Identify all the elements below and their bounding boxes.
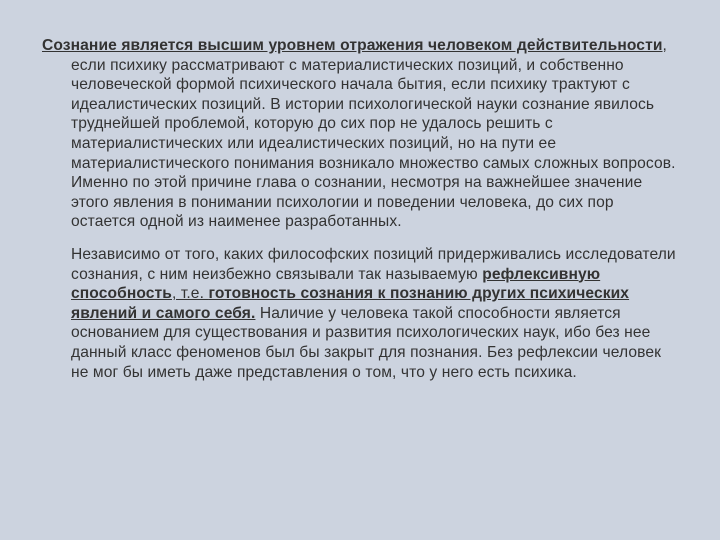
- term-reflexive-ability: рефлексивную способность: [71, 265, 601, 303]
- paragraph-consciousness-definition: [42, 36, 682, 232]
- paragraph1-text: , если психику рассматривают с материалистических позиций, и собственно человеческой формой психического начала бытия, если психику трактуют с идеалистических позиций. В истории психологической науки сознание явилось труднейшей проблемой, которую до сих пор не удалось решить с материалистических или идеалистических позиций, но на пути ее материалистического понимания возникало множество самых сложных вопросов. Именно по этой причине глава о сознании, несмотря на важнейшее значение этого явления в понимании психологии и поведении человека, до сих пор остается одной из наименее разработанных.: [71, 37, 676, 231]
- term-readiness-of-consciousness: готовность сознания к познанию других психических явлений и самого себя.: [71, 285, 630, 322]
- paragraph2-ie: , т.е.: [171, 285, 209, 303]
- paragraph-reflexive-ability: [42, 245, 682, 382]
- paragraph2-text: Наличие у человека такой способности является основанием для существования и развития психологических наук, ибо без нее данный класс феноменов был бы закрыт для познания. Без рефлексии человек не мог бы иметь даже представления о том, что у него есть психика.: [71, 304, 662, 381]
- slide-text-body: [42, 36, 682, 382]
- term-consciousness: Сознание является высшим уровнем отражения человеком действительности: [42, 37, 663, 54]
- paragraph2-intro: Независимо от того, каких философских позиций придерживались исследователи сознания, с ним неизбежно связывали так называемую: [71, 245, 676, 283]
